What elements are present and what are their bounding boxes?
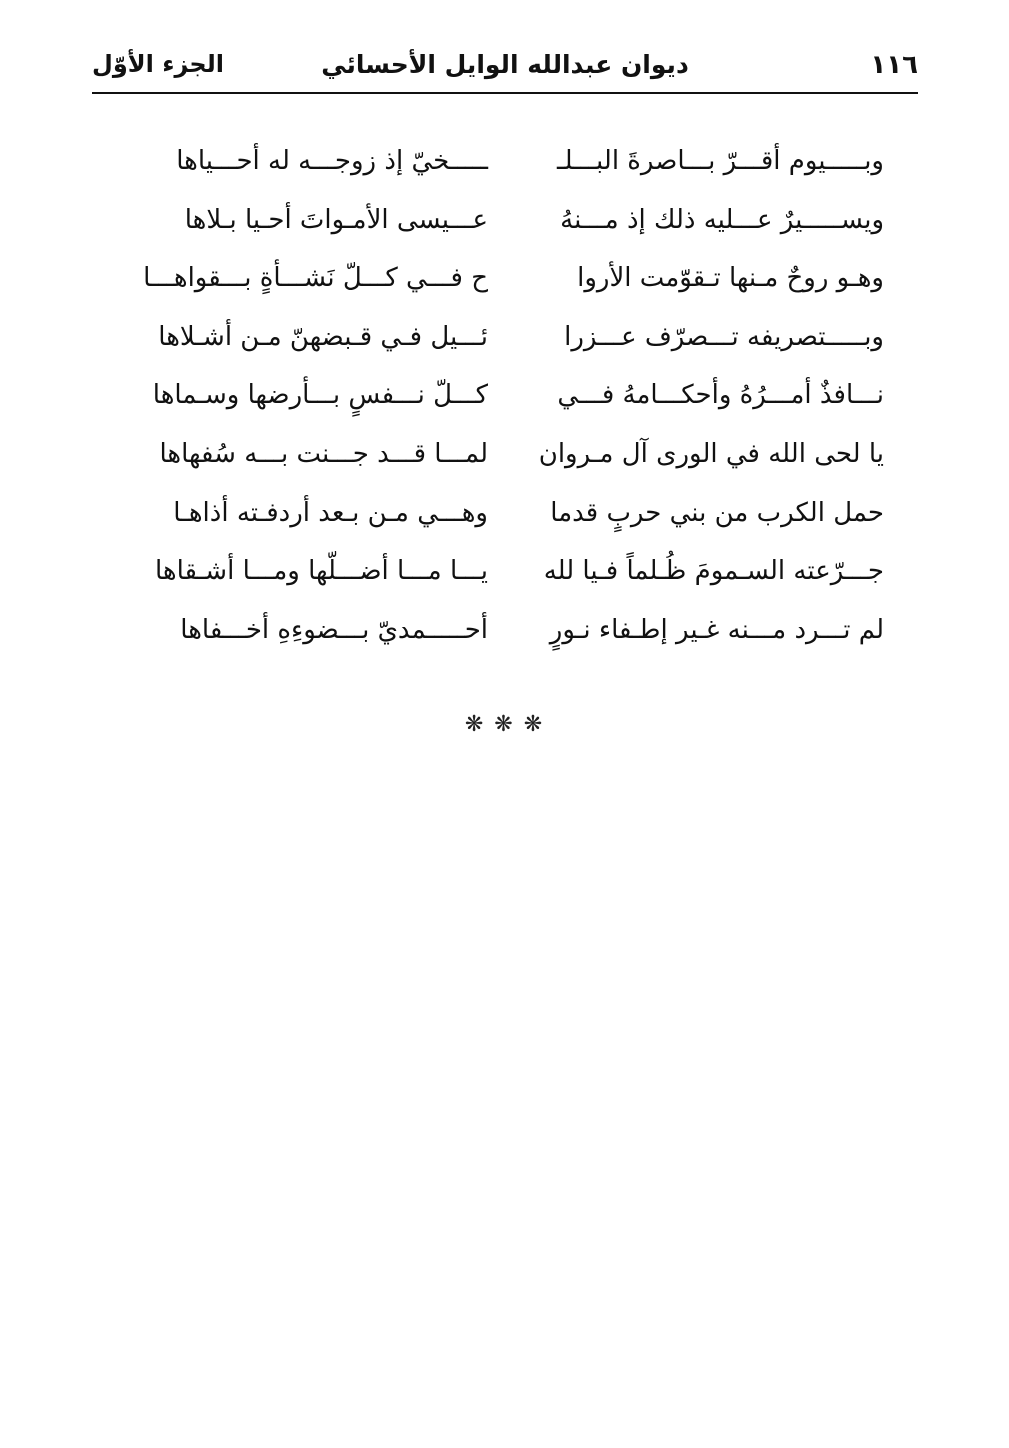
section-separator: ❋ ❋ ❋ [464, 712, 545, 737]
verse-second-hemistich: لمـــا قـــد جـــنت بـــه سُفهاها [159, 438, 488, 469]
verse [92, 191, 918, 250]
page-number: ١١٦ [870, 50, 918, 80]
verse-first-hemistich: وهـو روحٌ مـنها تـقوّمت الأروا [577, 263, 884, 294]
verse [92, 425, 918, 484]
verse-first-hemistich: نـــافذٌ أمـــرُهُ وأحكـــامهُ فـــي [557, 380, 884, 411]
verse [92, 484, 918, 543]
verse-second-hemistich: ئـــيل فـي قـبضهنّ مـن أشـلاها [158, 321, 488, 352]
verse-second-hemistich: كـــلّ نـــفسٍ بـــأرضها وسـماها [152, 380, 488, 411]
verse-first-hemistich: جـــرّعته السـمومَ ظُـلماً فـيا لله [543, 556, 884, 587]
verse [92, 601, 918, 660]
verse [92, 132, 918, 191]
book-title: ديوان عبدالله الوايل الأحسائي [321, 50, 689, 79]
verse-first-hemistich: وبـــــتصريفه تـــصرّف عـــزرا [564, 321, 884, 352]
poem [92, 132, 918, 659]
verse-second-hemistich: ح فـــي كـــلّ نَشـــأةٍ بـــقواهـــا [143, 263, 488, 294]
verse-second-hemistich: أحـــــمديّ بـــضوءِهِ أخـــفاها [180, 614, 488, 645]
verse-first-hemistich: ويســـــيرٌ عـــليه ذلك إذ مـــنهُ [560, 204, 884, 235]
header-rule [92, 92, 918, 94]
verse-second-hemistich: عـــيسى الأمـواتَ أحـيا بـلاها [184, 204, 488, 235]
verse [92, 366, 918, 425]
verse-first-hemistich: حمل الكرب من بني حربٍ قدما [550, 497, 884, 528]
verse-second-hemistich: وهـــي مـن بـعد أردفـته أذاهـا [173, 497, 488, 528]
verse [92, 308, 918, 367]
volume-label: الجزء الأوّل [92, 50, 224, 78]
running-header [92, 44, 918, 92]
verse [92, 542, 918, 601]
verse-second-hemistich: ـــــخيّ إذ زوجـــه له أحـــياها [176, 146, 488, 176]
verse-second-hemistich: يـــا مـــا أضـــلّها ومـــا أشـقاها [154, 556, 488, 587]
verse-first-hemistich: وبـــــيوم أقـــرّ بـــاصرةَ البـــلـ [556, 146, 884, 176]
verse-first-hemistich: يا لحى الله في الورى آل مـروان [538, 438, 884, 469]
verse [92, 249, 918, 308]
verse-first-hemistich: لم تـــرد مـــنه غـير إطـفاء نـورٍ [549, 614, 884, 645]
